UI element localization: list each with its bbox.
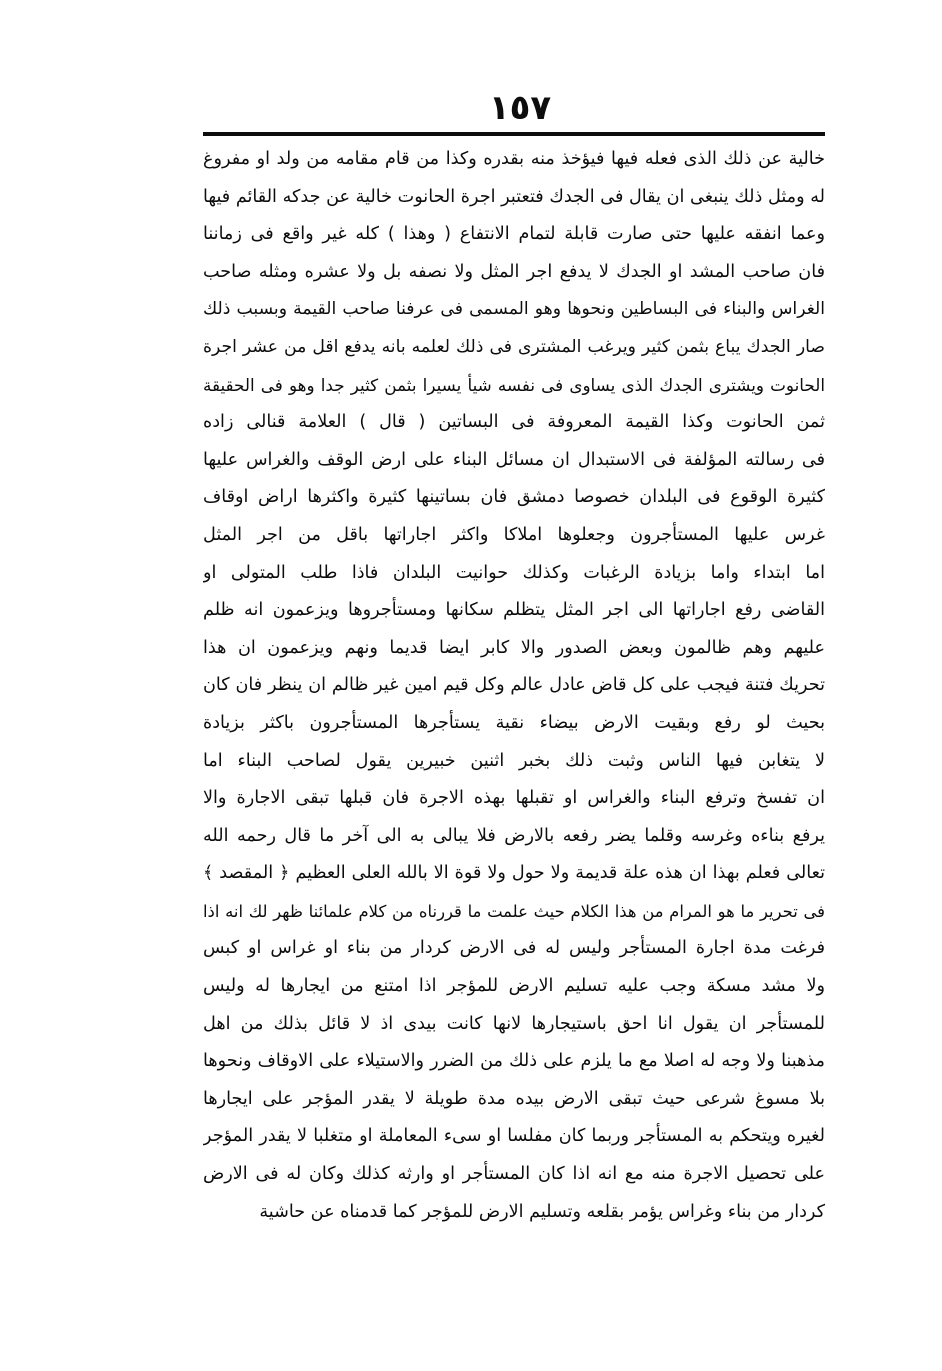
text-line: لغيره ويتحكم به المستأجر وربما كان مفلسا او سىء المعاملة او متغلبا لا يقدر المؤجر [203,1126,825,1147]
body-text [203,141,825,1231]
text-line: فرغت مدة اجارة المستأجر وليس له فى الارض كردار من بناء او غراس او كبس [203,938,825,959]
text-line: ولا مشد مسكة وجب عليه تسليم الارض للمؤجر اذا امتنع من ايجارها له وليس [203,976,825,997]
text-line: تعالى فعلم بهذا ان هذه علة قديمة ولا حول ولا قوة الا بالله العلى العظيم ﴿ المقصد ﴾ [203,863,825,884]
text-line: القاضى رفع اجاراتها الى اجر المثل يتظلم سكانها ومستأجروها ويزعمون انه ظلم [203,600,825,621]
text-line: اما ابتداء واما بزيادة الرغبات وكذلك حوانيت البلدان فاذا طلب المتولى او [203,562,825,583]
text-line: وعما انفقه عليها حتى صارت قابلة لتمام الانتفاع ( وهذا ) كله غير واقع فى زماننا [203,224,825,245]
text-line: لا يتغابن فيها الناس وثبت ذلك بخبر اثنين خبيرين يقول لصاحب البناء اما [203,750,825,771]
text-line: تحريك فتنة فيجب على كل قاض عادل عالم وكل قيم امين غير ظالم ان ينظر فان كان [203,675,825,696]
text-line: مذهبنا ولا وجه له اصلا مع ما يلزم على ذلك من الضرر والاستيلاء على الاوقاف ونحوها [203,1051,825,1072]
text-line: عليهم وهم ظالمون وبعض الصدور والا كابر ايضا قديما ونهم ويزعمون ان هذا [203,637,825,658]
header-rule [203,132,825,136]
text-line: يرفع بناءه وغرسه وقلما يضر رفعه بالارض فلا يبالى به الى آخر ما قال رحمه الله [203,825,825,846]
text-line: صار الجدك يباع بثمن كثير ويرغب المشترى فى ذلك لعلمه بانه يدفع اقل من عشر اجرة [203,336,825,357]
text-line: الحانوت ويشترى الجدك الذى يساوى فى نفسه شيأ يسيرا بثمن كثير جدا وهو فى الحقيقة [203,374,825,395]
text-line: بلا مسوغ شرعى حيث تبقى الارض بيده مدة طويلة لا يقدر المؤجر على ايجارها [203,1088,825,1109]
text-line: ثمن الحانوت وكذا القيمة المعروفة فى البساتين ( قال ) العلامة قنالى زاده [203,412,825,433]
text-line: فى رسالته المؤلفة فى الاستبدال ان مسائل البناء على ارض الوقف والغراس عليها [203,449,825,470]
text-line: فى تحرير ما هو المرام من هذا الكلام حيث علمت ما قررناه من كلام علمائنا ظهر لك انه اذا [203,901,825,921]
text-line: فان صاحب المشد او الجدك لا يدفع اجر المثل ولا نصفه بل ولا عشره ومثله صاحب [203,261,825,282]
text-line: خالية عن ذلك الذى فعله فيها فيؤخذ منه بقدره وكذا من قام مقامه من ولد او مفروغ [203,149,825,169]
text-line: على تحصيل الاجرة منه مع انه اذا كان المستأجر او وارثه كذلك وكان له فى الارض [203,1164,825,1185]
text-line: غرس عليها المستأجرون وجعلوها املاكا واكثر اجاراتها باقل من اجر المثل [203,524,825,545]
text-line: ان تفسخ وترفع البناء والغراس او تقبلها بهذه الاجرة فان قبلها تبقى الاجارة والا [203,788,825,809]
text-line: للمستأجر ان يقول انا احق باستيجارها لانها كانت بيدى اذ لا قائل بذلك من اهل [203,1013,825,1034]
text-line: كثيرة الوقوع فى البلدان خصوصا دمشق فان بساتينها كثيرة واكثرها اراض اوقاف [203,487,825,508]
page-number: ١٥٧ [488,88,552,128]
text-line: بحيث لو رفع وبقيت الارض بيضاء نقية يستأجرها المستأجرون باكثر بزيادة [203,712,825,733]
text-line: له ومثل ذلك ينبغى ان يقال فى الجدك فتعتبر اجرة الحانوت خالية عن جدكه القائم فيها [203,186,825,207]
text-line: الغراس والبناء فى البساطين ونحوها وهو المسمى فى عرفنا صاحب القيمة وبسبب ذلك [203,299,825,320]
text-line: كردار من بناء وغراس يؤمر بقلعه وتسليم الارض للمؤجر كما قدمناه عن حاشية [259,1201,825,1222]
